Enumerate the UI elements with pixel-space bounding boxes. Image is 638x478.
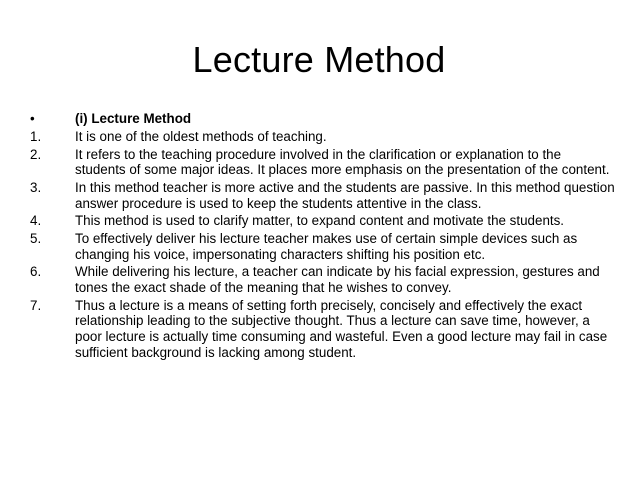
item-text: Thus a lecture is a means of setting forth precisely, concisely and effectively the exact relationship leading to the subjective thought. Thus a lecture can save time, however, a poor lecture is actually time consuming and wasteful. Even a good lecture may fail in case sufficient background is lacking among student.	[75, 297, 608, 360]
bullet-marker: •	[30, 111, 35, 126]
list-item	[30, 129, 615, 145]
item-text: While delivering his lecture, a teacher can indicate by his facial expression, gestures and tones the exact shade of the meaning that he wishes to convey.	[75, 264, 600, 296]
item-number: 6.	[30, 264, 42, 280]
slide-content	[30, 111, 615, 362]
heading-row	[30, 111, 615, 127]
list-item	[30, 147, 615, 178]
list-item	[30, 264, 615, 295]
item-text: In this method teacher is more active and the students are passive. In this method question answer procedure is used to keep the students attentive in the class.	[75, 179, 615, 211]
section-heading: (i) Lecture Method	[75, 111, 192, 126]
item-number: 7.	[30, 297, 42, 313]
slide-title: Lecture Method	[192, 39, 446, 80]
list-item	[30, 231, 615, 262]
item-number: 2.	[30, 146, 42, 162]
item-number: 1.	[30, 128, 42, 144]
item-number: 5.	[30, 231, 42, 247]
item-text: It refers to the teaching procedure involved in the clarification or explanation to the students of some major ideas. It places more emphasis on the presentation of the content.	[75, 146, 610, 178]
item-text: To effectively deliver his lecture teacher makes use of certain simple devices such as changing his voice, impersonating characters shifting his position etc.	[75, 231, 578, 262]
item-text: It is one of the oldest methods of teaching.	[75, 128, 327, 144]
list-item	[30, 180, 615, 211]
list-item	[30, 213, 615, 229]
item-number: 3.	[30, 179, 42, 195]
list-item	[30, 298, 615, 360]
item-number: 4.	[30, 213, 42, 229]
item-text: This method is used to clarify matter, to expand content and motivate the students.	[75, 213, 565, 229]
